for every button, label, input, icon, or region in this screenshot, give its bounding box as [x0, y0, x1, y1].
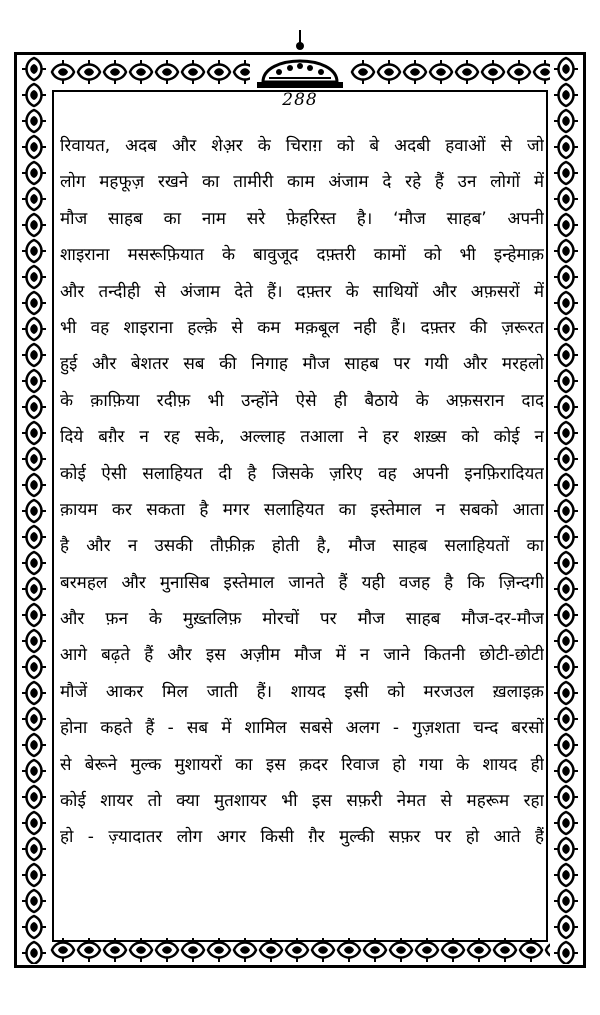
page-number: 288: [282, 90, 318, 110]
text-line: लोग महफूज़ रखने का तामीरी काम अंजाम दे रहे हैं उन लोगों में: [60, 172, 544, 193]
body-text: [60, 128, 544, 856]
text-line: रिवायत, अदब और शेअ़र के चिराग़ को बे अदबी हवाओं से जो: [60, 136, 544, 156]
text-line: हुई और बेशतर सब की निगाह मौज साहब पर गयी और मरहलो: [60, 354, 544, 375]
text-line: दिये बग़ैर न रह सके, अल्लाह तआला ने हर शख़्स को कोई न: [60, 427, 544, 448]
text-line: मौजें आकर मिल जाती हैं। शायद इसी को मरजउल ख़लाइक़: [60, 681, 544, 702]
text-line: कोई ऐसी सलाहियत दी है जिसके ज़रिए वह अपनी इनफ़िरादियत: [60, 463, 544, 484]
text-line: और तन्दीही से अंजाम देते हैं। दफ़्तर के साथियों और अफ़सरों में: [60, 281, 544, 302]
top-left-ornament-border: [50, 56, 250, 88]
text-line: से बेरूने मुल्क मुशायरों का इस क़दर रिवाज हो गया के शायद ही: [60, 754, 544, 775]
text-line: बरमहल और मुनासिब इस्तेमाल जानते हैं यही वजह है कि ज़िन्दगी: [60, 572, 544, 593]
right-ornament-border: [550, 56, 582, 964]
bottom-ornament-border: [50, 934, 550, 966]
text-line: क़ायम कर सकता है मगर सलाहियत का इस्तेमाल न सबको आता: [60, 499, 544, 520]
text-line: और फ़न के मुख़्तलिफ़ मोरचों पर मौज साहब मौज-दर-मौज: [60, 609, 544, 630]
text-line: के क़ाफ़िया रदीफ़ भी उन्होंने ऐसे ही बैठाये के अफ़सरान दाद: [60, 390, 544, 411]
top-right-ornament-border: [350, 56, 550, 88]
dome-ornament: [255, 30, 345, 92]
text-line: हो - ज़्यादातर लोग अगर किसी ग़ैर मुल्की सफ़र पर हो आते हैं: [60, 827, 544, 848]
text-line: आगे बढ़ते हैं और इस अज़ीम मौज में न जाने कितनी छोटी-छोटी: [60, 645, 544, 666]
text-line: कोई शायर तो क्या मुतशायर भी इस सफ़री नेमत से महरूम रहा: [60, 791, 544, 812]
left-ornament-border: [18, 56, 50, 964]
text-line: है और न उसकी तौफ़ीक़ होती है, मौज साहब सलाहियतों का: [60, 536, 544, 557]
text-line: मौज साहब का नाम सरे फ़ेहरिस्त है। ‘मौज साहब’ अपनी: [60, 208, 544, 229]
text-line: भी वह शाइराना हल्क़े से कम मक़बूल नही हैं। दफ़्तर की ज़रूरत: [60, 317, 544, 338]
text-line: होना कहते हैं - सब में शामिल सबसे अलग - गुज़शता चन्द बरसों: [60, 718, 544, 739]
text-line: शाइराना मसरूफ़ियात के बावुजूद दफ़्तरी कामों को भी इन्हेमाक़: [60, 245, 544, 266]
